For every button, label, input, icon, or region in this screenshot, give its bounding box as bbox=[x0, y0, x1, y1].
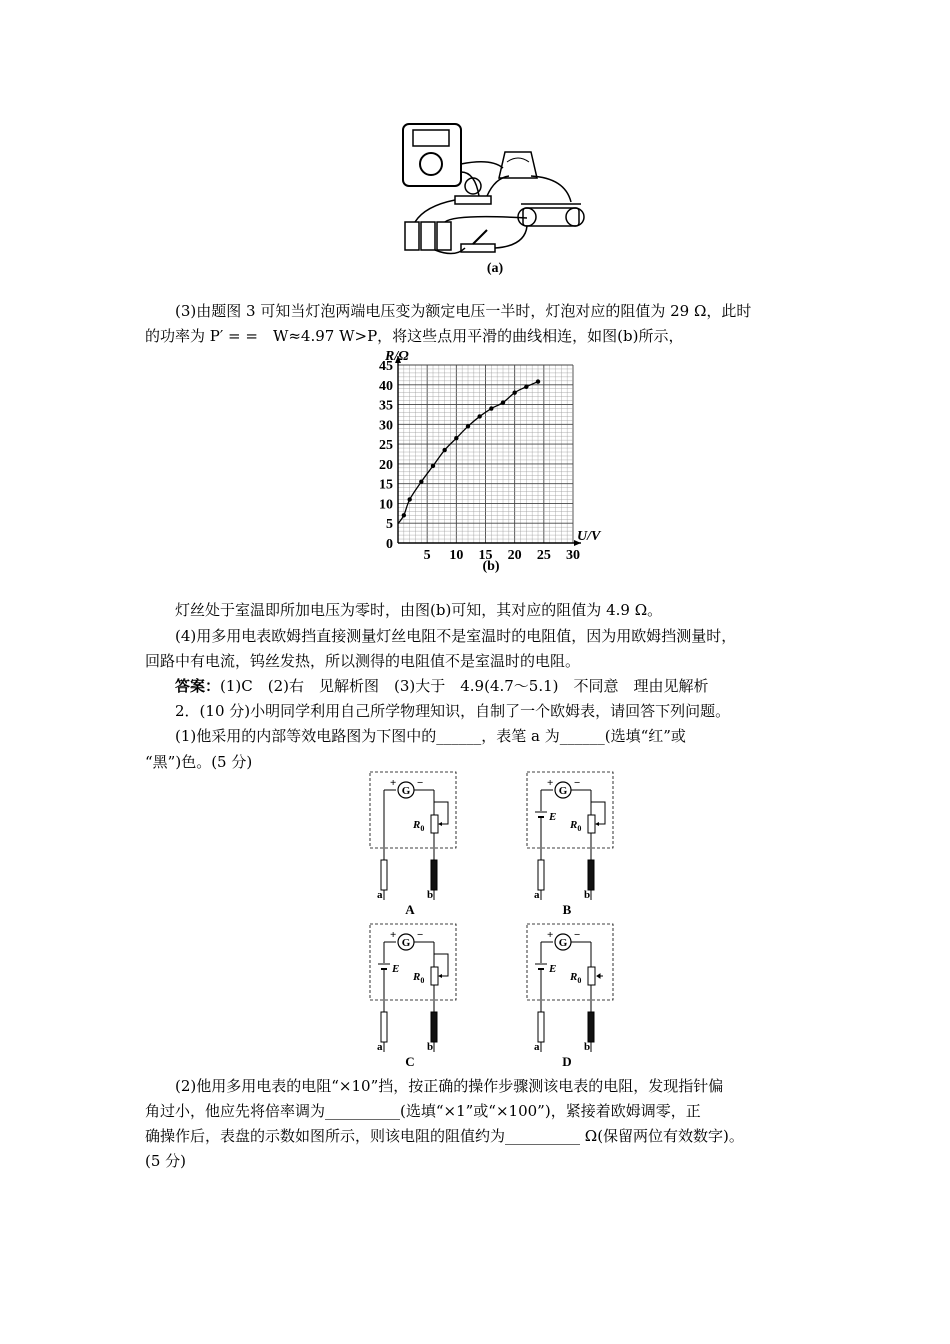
slider-arrow bbox=[438, 974, 442, 978]
circuits-svg bbox=[360, 768, 630, 1069]
data-point bbox=[402, 513, 406, 517]
answer-label: 答案： bbox=[175, 677, 221, 695]
plus-sign: + bbox=[390, 929, 397, 941]
q2-2-line-1: (2)他用多用电表的电阻“×10”挡，按正确的操作步骤测该电表的电阻，发现指针偏 bbox=[175, 1077, 724, 1095]
probe-a-icon bbox=[538, 1012, 544, 1042]
y-tick-label: 45 bbox=[379, 359, 393, 374]
data-point bbox=[442, 448, 446, 452]
galvanometer-label: G bbox=[558, 937, 568, 949]
chart-b-caption: (b) bbox=[482, 559, 500, 574]
x-tick-label: 20 bbox=[507, 548, 522, 563]
probe-a-label: a bbox=[534, 1041, 540, 1053]
circuit-label: B bbox=[562, 902, 572, 917]
data-point bbox=[407, 497, 411, 501]
chart-b bbox=[365, 346, 615, 563]
rheostat-icon bbox=[523, 208, 579, 226]
probe-b-icon bbox=[588, 1012, 594, 1042]
circuit-d bbox=[527, 924, 613, 1069]
probe-b-icon bbox=[431, 860, 437, 890]
circuit-a bbox=[370, 772, 456, 917]
figure-a-apparatus bbox=[395, 118, 595, 258]
rheostat-icon bbox=[588, 815, 595, 833]
galvanometer-label: G bbox=[401, 785, 411, 797]
para-4-line-2: 回路中有电流，钨丝发热，所以测得的电阻值不是室温时的电阻。 bbox=[145, 652, 581, 670]
q2-2-line-4: (5 分) bbox=[145, 1152, 187, 1170]
rheostat-label: $R_0$ bbox=[413, 971, 425, 985]
galvanometer-label: G bbox=[558, 785, 568, 797]
data-point bbox=[477, 414, 481, 418]
switch-icon bbox=[461, 244, 495, 252]
para-4-line-1: (4)用多用电表欧姆挡直接测量灯丝电阻不是室温时的电阻值，因为用欧姆挡测量时， bbox=[175, 627, 737, 645]
galvanometer-label: G bbox=[401, 937, 411, 949]
battery-label: E bbox=[392, 963, 400, 975]
x-tick-label: 25 bbox=[536, 548, 551, 563]
slider-arrow bbox=[595, 822, 599, 826]
rheostat-label: $R_0$ bbox=[570, 971, 582, 985]
rheostat-label: $R_0$ bbox=[413, 819, 425, 833]
apparatus-drawing bbox=[395, 118, 595, 258]
circuit-box bbox=[370, 924, 456, 1000]
bulb-board-icon bbox=[455, 196, 491, 204]
minus-sign: − bbox=[417, 777, 424, 789]
circuit-label: A bbox=[405, 902, 415, 917]
y-tick-label: 35 bbox=[379, 398, 393, 414]
battery-label: E bbox=[549, 963, 557, 975]
slider-arrow bbox=[438, 822, 442, 826]
q2-line-2: (1)他采用的内部等效电路图为下图中的______，表笔 a 为______(选填“红”或 bbox=[175, 727, 686, 745]
probe-b-label: b bbox=[427, 1041, 434, 1053]
circuit-label: C bbox=[405, 1054, 415, 1069]
rheostat-icon bbox=[431, 815, 438, 833]
rheostat-icon bbox=[588, 967, 595, 985]
plus-sign: + bbox=[547, 929, 554, 941]
probe-a-icon bbox=[381, 1012, 387, 1042]
slider-arrow bbox=[597, 974, 603, 978]
probe-a-icon bbox=[538, 860, 544, 890]
y-axis-label: R/Ω bbox=[385, 349, 409, 364]
circuit-diagrams bbox=[360, 768, 630, 1069]
rheostat-label: $R_0$ bbox=[570, 819, 582, 833]
multimeter-icon bbox=[403, 124, 461, 186]
plus-sign: + bbox=[390, 777, 397, 789]
plus-sign: + bbox=[547, 777, 554, 789]
circuit-c bbox=[370, 924, 456, 1069]
battery-label: E bbox=[549, 811, 557, 823]
battery-icon bbox=[405, 222, 419, 250]
y-tick-label: 40 bbox=[379, 378, 393, 394]
q2-2-line-2: 角过小，他应先将倍率调为__________(选填“×1”或“×100”)，紧接着欧姆调零，正 bbox=[145, 1102, 701, 1120]
x-tick-label: 30 bbox=[566, 548, 580, 563]
answer-text: (1)C (2)右 见解析图 (3)大于 4.9(4.7～5.1) 不同意 理由见解析 bbox=[220, 677, 709, 695]
x-tick-label: 10 bbox=[449, 548, 464, 563]
y-tick-label: 0 bbox=[386, 537, 393, 552]
circuit-box bbox=[370, 772, 456, 848]
y-tick-label: 5 bbox=[386, 517, 393, 533]
minus-sign: − bbox=[574, 929, 581, 941]
probe-b-icon bbox=[431, 1012, 437, 1042]
answer-line bbox=[175, 676, 709, 696]
probe-a-icon bbox=[381, 860, 387, 890]
y-tick-label: 15 bbox=[379, 477, 393, 493]
circuit-label: D bbox=[562, 1054, 572, 1069]
chart-svg bbox=[365, 346, 615, 563]
circuit-box bbox=[527, 772, 613, 848]
chart-grid bbox=[398, 365, 573, 543]
y-tick-label: 25 bbox=[379, 438, 393, 454]
data-point bbox=[536, 379, 540, 383]
circuit-b bbox=[527, 772, 613, 917]
q2-line-3: “黑”)色。(5 分) bbox=[145, 753, 253, 771]
figure-a-caption: (a) bbox=[486, 261, 504, 276]
circuit-box bbox=[527, 924, 613, 1000]
minus-sign: − bbox=[574, 777, 581, 789]
q2-line-1: 2．(10 分)小明同学利用自己所学物理知识，自制了一个欧姆表，请回答下列问题。 bbox=[175, 702, 731, 720]
chart-points bbox=[402, 379, 541, 517]
x-tick-label: 15 bbox=[478, 548, 493, 563]
data-point bbox=[524, 385, 528, 389]
minus-sign: − bbox=[417, 929, 424, 941]
para-3-line-2: 的功率为 P′ = = W≈4.97 W>P，将这些点用平滑的曲线相连，如图(b)所示， bbox=[145, 327, 684, 345]
data-point bbox=[501, 400, 505, 404]
q2-2-line-3: 确操作后，表盘的示数如图所示，则该电阻的阻值约为__________ Ω(保留两位有效数字)。 bbox=[145, 1127, 744, 1145]
data-point bbox=[512, 390, 516, 394]
probe-b-label: b bbox=[584, 1041, 591, 1053]
rheostat-icon bbox=[431, 967, 438, 985]
para-after-line-1: 灯丝处于室温即所加电压为零时，由图(b)可知，其对应的阻值为 4.9 Ω。 bbox=[175, 601, 663, 619]
probe-b-label: b bbox=[427, 889, 434, 901]
data-point bbox=[489, 406, 493, 410]
y-tick-label: 20 bbox=[379, 457, 393, 473]
probe-a-label: a bbox=[377, 889, 383, 901]
probe-a-label: a bbox=[377, 1041, 383, 1053]
y-tick-label: 30 bbox=[379, 418, 393, 434]
data-point bbox=[454, 436, 458, 440]
ammeter-icon bbox=[499, 152, 537, 178]
para-3-line-1: (3)由题图 3 可知当灯泡两端电压变为额定电压一半时，灯泡对应的阻值为 29 Ω，此时 bbox=[175, 302, 752, 320]
probe-b-icon bbox=[588, 860, 594, 890]
data-point bbox=[419, 479, 423, 483]
y-tick-label: 10 bbox=[379, 497, 393, 513]
probe-a-label: a bbox=[534, 889, 540, 901]
data-point bbox=[431, 464, 435, 468]
x-tick-label: 5 bbox=[423, 548, 431, 563]
x-axis-label: U/V bbox=[577, 529, 601, 544]
data-point bbox=[466, 424, 470, 428]
probe-b-label: b bbox=[584, 889, 591, 901]
